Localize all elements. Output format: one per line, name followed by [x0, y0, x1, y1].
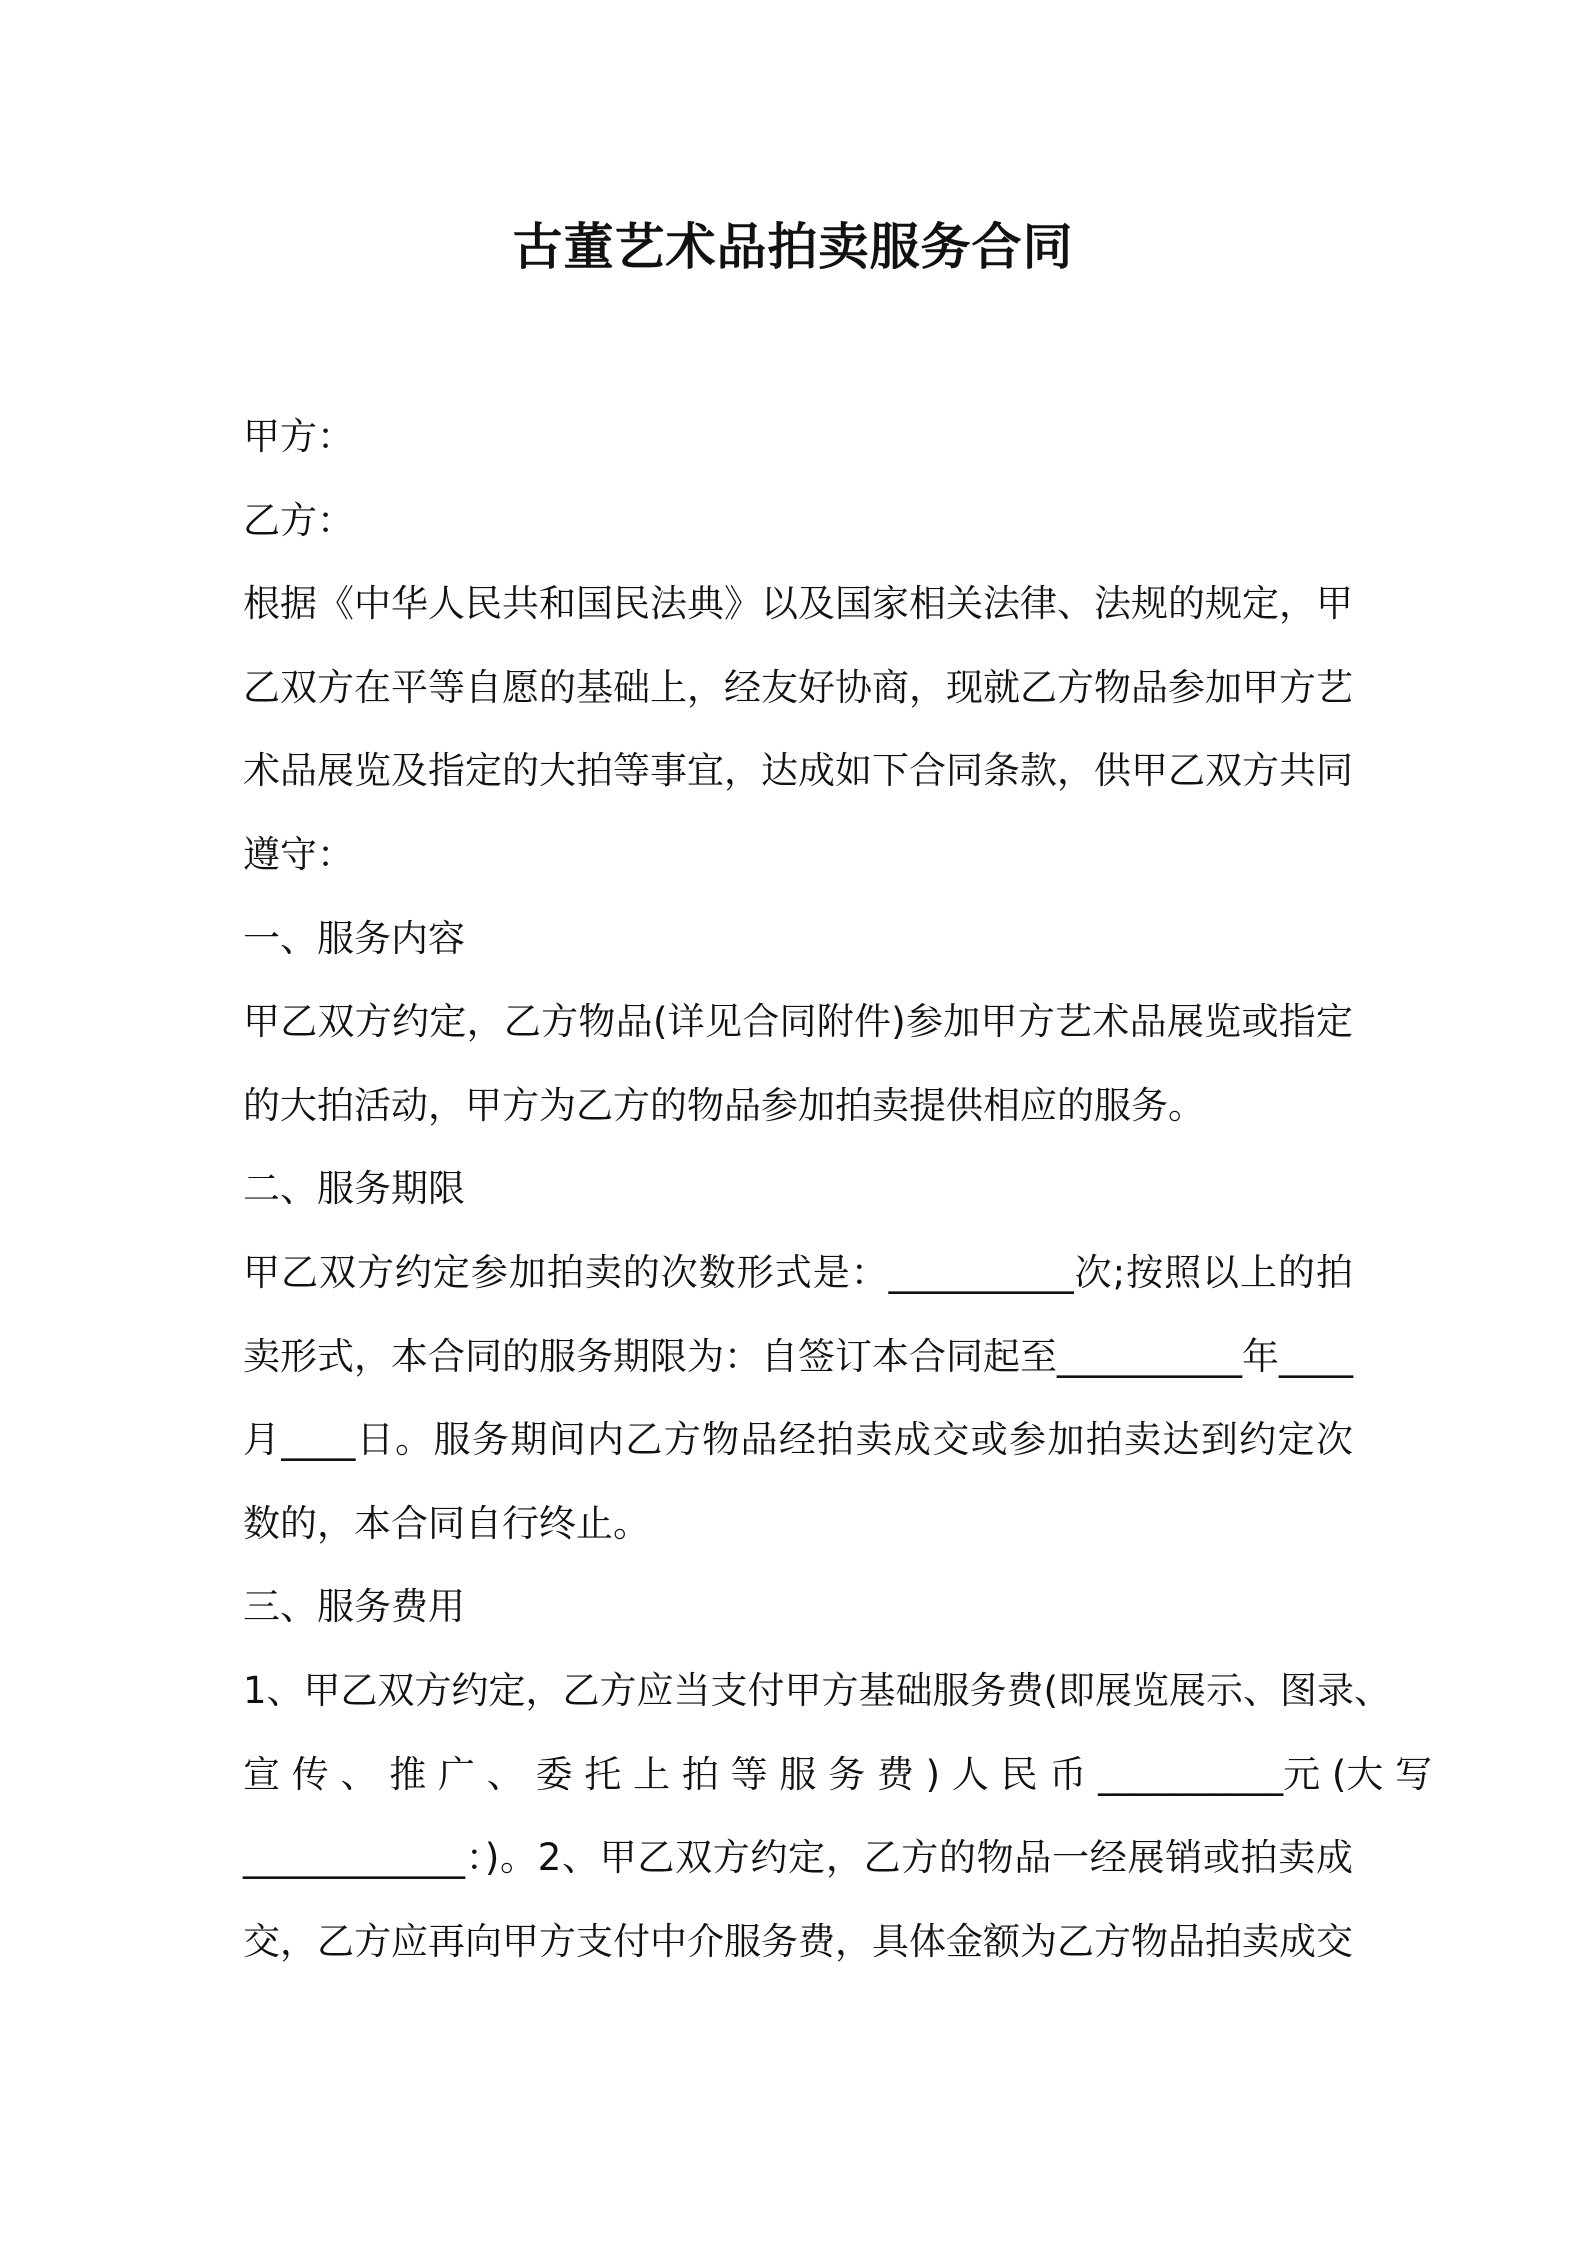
- document-body: [243, 395, 1433, 1983]
- text-line: 1、甲乙双方约定，乙方应当支付甲方基础服务费(即展览展示、图录、: [243, 1668, 1391, 1712]
- text-line: 宣 传 、 推 广 、 委 托 上 拍 等 服 务 费 ) 人 民 币 __________元 (大 写: [243, 1752, 1433, 1796]
- text-line: 甲乙双方约定，乙方物品(详见合同附件)参加甲方艺术品展览或指定: [243, 1000, 1353, 1044]
- text-line: 甲乙双方约定参加拍卖的次数形式是：__________次;按照以上的拍: [243, 1250, 1353, 1294]
- text-line: 乙双方在平等自愿的基础上，经友好协商，现就乙方物品参加甲方艺: [243, 665, 1353, 709]
- text-line: 术品展览及指定的大拍等事宜，达成如下合同条款，供甲乙双方共同: [243, 749, 1353, 793]
- text-line: 三、服务费用: [243, 1585, 465, 1629]
- text-line: 卖形式，本合同的服务期限为：自签订本合同起至__________年____: [243, 1334, 1353, 1378]
- text-line: 交，乙方应再向甲方支付中介服务费，具体金额为乙方物品拍卖成交: [243, 1919, 1353, 1963]
- text-line: 二、服务期限: [243, 1167, 465, 1211]
- text-line: 的大拍活动，甲方为乙方的物品参加拍卖提供相应的服务。: [243, 1083, 1205, 1127]
- text-line: 甲方：: [243, 415, 354, 458]
- text-line: 月____日。服务期间内乙方物品经拍卖成交或参加拍卖达到约定次: [243, 1418, 1353, 1462]
- text-line: ____________：)。2、甲乙双方约定，乙方的物品一经展销或拍卖成: [243, 1836, 1353, 1880]
- text-line: 一、服务内容: [243, 916, 465, 960]
- text-line: 遵守：: [243, 832, 354, 876]
- text-line: 数的，本合同自行终止。: [243, 1501, 650, 1545]
- document-title: 古董艺术品拍卖服务合同: [512, 218, 1074, 276]
- text-line: 根据《中华人民共和国民法典》以及国家相关法律、法规的规定，甲: [243, 582, 1353, 626]
- text-line: 乙方：: [243, 498, 354, 542]
